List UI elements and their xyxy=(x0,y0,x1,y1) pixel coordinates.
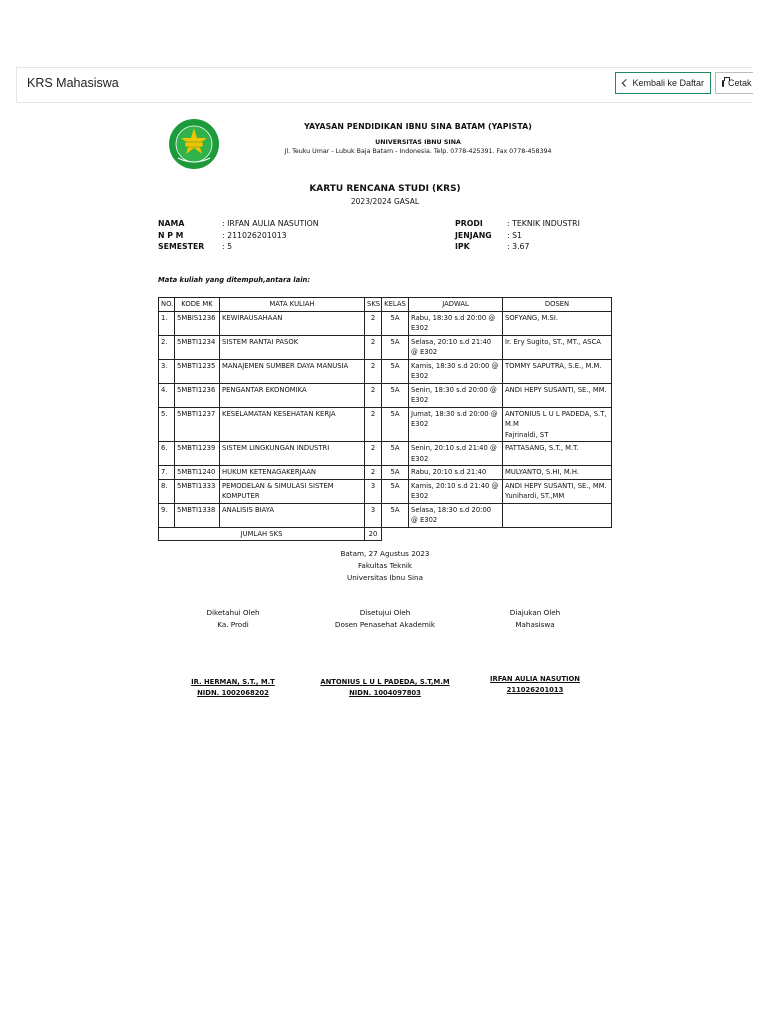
cell-mata-kuliah: KESELAMATAN KESEHATAN KERJA xyxy=(220,407,365,442)
col3-title: Diajukan Oleh xyxy=(509,608,561,617)
cell-no: 7. xyxy=(159,466,175,480)
total-sks-label: JUMLAH SKS xyxy=(159,527,365,541)
table-row xyxy=(159,407,612,442)
courses-note: Mata kuliah yang ditempuh,antara lain: xyxy=(158,276,311,284)
cell-sks: 3 xyxy=(365,479,382,503)
back-to-list-button[interactable] xyxy=(615,72,711,94)
cell-kelas: 5A xyxy=(382,311,409,335)
signoff-place-block xyxy=(285,548,485,584)
printer-icon xyxy=(722,80,724,87)
cell-mata-kuliah: SISTEM LINGKUNGAN INDUSTRI xyxy=(220,442,365,466)
cell-kode: 5MBTI1236 xyxy=(175,383,220,407)
cell-mata-kuliah: PENGANTAR EKONOMIKA xyxy=(220,383,365,407)
signoff-university: Universitas Ibnu Sina xyxy=(346,573,424,582)
jenjang-label: JENJANG xyxy=(455,230,492,240)
cell-kelas: 5A xyxy=(382,335,409,359)
university-name: UNIVERSITAS IBNU SINA xyxy=(375,139,461,146)
signature-col2 xyxy=(300,677,470,698)
prodi-value: : TEKNIK INDUSTRI xyxy=(507,219,580,228)
cell-kelas: 5A xyxy=(382,383,409,407)
prodi-label: PRODI xyxy=(455,219,483,228)
cell-sks: 2 xyxy=(365,335,382,359)
cell-jadwal: Rabu, 18:30 s.d 20:00 @ E302 xyxy=(409,311,503,335)
cell-dosen: ANDI HEPY SUSANTI, SE., MM. xyxy=(503,383,612,407)
cell-jadwal: Selasa, 18:30 s.d 20:00 @ E302 xyxy=(409,503,503,527)
col-header-kelas: KELAS xyxy=(382,298,409,312)
cell-dosen xyxy=(503,503,612,527)
cell-kelas: 5A xyxy=(382,359,409,383)
cell-dosen: MULYANTO, S.HI, M.H. xyxy=(503,466,612,480)
col2-name: ANTONIUS L U L PADEDA, S.T,M.M xyxy=(320,678,450,686)
cell-dosen: TOMMY SAPUTRA, S.E., M.M. xyxy=(503,359,612,383)
cell-mata-kuliah: ANALISIS BIAYA xyxy=(220,503,365,527)
document-title: KARTU RENCANA STUDI (KRS) xyxy=(309,184,461,194)
signature-col3 xyxy=(465,674,605,695)
foundation-name: YAYASAN PENDIDIKAN IBNU SINA BATAM (YAPISTA) xyxy=(304,122,532,131)
student-info-labels-right xyxy=(455,218,492,253)
col2-role: Dosen Penasehat Akademik xyxy=(334,620,436,629)
table-row xyxy=(159,311,612,335)
cell-dosen: PATTASANG, S.T., M.T. xyxy=(503,442,612,466)
cell-sks: 2 xyxy=(365,311,382,335)
cell-no: 9. xyxy=(159,503,175,527)
table-header-row xyxy=(159,298,612,312)
cell-kode: 5MBTI1239 xyxy=(175,442,220,466)
cell-kode: 5MBTI1235 xyxy=(175,359,220,383)
cell-jadwal: Kamis, 18:30 s.d 20:00 @ E302 xyxy=(409,359,503,383)
cell-sks: 3 xyxy=(365,503,382,527)
academic-period: 2023/2024 GASAL xyxy=(350,197,420,206)
nama-value: : IRFAN AULIA NASUTION xyxy=(222,219,319,228)
student-info-values-right xyxy=(507,218,580,253)
col3-name: IRFAN AULIA NASUTION xyxy=(490,675,580,683)
courses-table xyxy=(158,297,612,541)
signoff-col1 xyxy=(163,607,303,631)
col1-role: Ka. Prodi xyxy=(217,620,249,629)
col3-role: Mahasiswa xyxy=(515,620,555,629)
cell-dosen: SOFYANG, M.SI. xyxy=(503,311,612,335)
cell-kode: 5MBTI1234 xyxy=(175,335,220,359)
cell-kode: 5MBTI1240 xyxy=(175,466,220,480)
ipk-label: IPK xyxy=(455,242,470,251)
cell-dosen: ANTONIUS L U L PADEDA, S.T, M.M Fajrinaldi, ST xyxy=(503,407,612,442)
col2-title: Disetujui Oleh xyxy=(359,608,411,617)
print-label: Cetak xyxy=(728,78,752,88)
cell-no: 3. xyxy=(159,359,175,383)
cell-kelas: 5A xyxy=(382,479,409,503)
col-header-no: NO. xyxy=(159,298,175,312)
cell-jadwal: Rabu, 20:10 s.d 21:40 xyxy=(409,466,503,480)
faculty-name: Fakultas Teknik xyxy=(357,561,413,570)
total-row xyxy=(159,527,612,541)
cell-dosen: ANDI HEPY SUSANTI, SE., MM. Yunihardi, ST.,MM xyxy=(503,479,612,503)
university-address: Jl. Teuku Umar - Lubuk Baja Batam - Indonesia. Telp. 0778-425391. Fax 0778-458394 xyxy=(284,148,552,155)
table-row xyxy=(159,503,612,527)
ipk-value: : 3.67 xyxy=(507,242,530,251)
signoff-col2 xyxy=(300,607,470,631)
cell-mata-kuliah: KEWIRAUSAHAAN xyxy=(220,311,365,335)
cell-mata-kuliah: PEMODELAN & SIMULASI SISTEM KOMPUTER xyxy=(220,479,365,503)
cell-mata-kuliah: SISTEM RANTAI PASOK xyxy=(220,335,365,359)
col1-name: IR. HERMAN, S.T., M.T xyxy=(191,678,275,686)
cell-no: 4. xyxy=(159,383,175,407)
col-header-sks: SKS xyxy=(365,298,382,312)
cell-jadwal: Jumat, 18:30 s.d 20:00 @ E302 xyxy=(409,407,503,442)
chevron-left-icon xyxy=(622,79,630,87)
col3-id: 211026201013 xyxy=(506,685,564,694)
cell-sks: 2 xyxy=(365,383,382,407)
cell-no: 5. xyxy=(159,407,175,442)
student-info-values-left xyxy=(222,218,319,253)
cell-kode: 5MBTI1333 xyxy=(175,479,220,503)
university-logo xyxy=(168,118,220,170)
cell-kelas: 5A xyxy=(382,503,409,527)
cell-sks: 2 xyxy=(365,442,382,466)
signoff-col3 xyxy=(465,607,605,631)
print-button[interactable] xyxy=(715,72,753,94)
signature-col1 xyxy=(163,677,303,698)
col-header-dosen: DOSEN xyxy=(503,298,612,312)
cell-jadwal: Kamis, 20:10 s.d 21:40 @ E302 xyxy=(409,479,503,503)
cell-sks: 2 xyxy=(365,466,382,480)
table-row xyxy=(159,335,612,359)
cell-sks: 2 xyxy=(365,407,382,442)
cell-jadwal: Senin, 18:30 s.d 20:00 @ E302 xyxy=(409,383,503,407)
cell-no: 8. xyxy=(159,479,175,503)
col2-id: NIDN. 1004097803 xyxy=(349,688,421,697)
cell-kelas: 5A xyxy=(382,407,409,442)
col-header-mata-kuliah: MATA KULIAH xyxy=(220,298,365,312)
col1-title: Diketahui Oleh xyxy=(206,608,260,617)
student-info-labels-left xyxy=(158,218,204,253)
back-to-list-label: Kembali ke Daftar xyxy=(632,78,704,88)
cell-mata-kuliah: MANAJEMEN SUMBER DAYA MANUSIA xyxy=(220,359,365,383)
cell-kode: 5MBIS1236 xyxy=(175,311,220,335)
cell-no: 6. xyxy=(159,442,175,466)
table-row xyxy=(159,383,612,407)
cell-kelas: 5A xyxy=(382,466,409,480)
cell-jadwal: Senin, 20:10 s.d 21:40 @ E302 xyxy=(409,442,503,466)
table-row xyxy=(159,479,612,503)
cell-mata-kuliah: HUKUM KETENAGAKERJAAN xyxy=(220,466,365,480)
col-header-kode: KODE MK xyxy=(175,298,220,312)
place-date: Batam, 27 Agustus 2023 xyxy=(340,549,430,558)
semester-label: SEMESTER xyxy=(158,242,205,251)
table-row xyxy=(159,442,612,466)
semester-value: : 5 xyxy=(222,242,233,251)
cell-no: 1. xyxy=(159,311,175,335)
jenjang-value: : S1 xyxy=(507,230,523,240)
cell-jadwal: Selasa, 20:10 s.d 21:40 @ E302 xyxy=(409,335,503,359)
nama-label: NAMA xyxy=(158,219,185,228)
col1-id: NIDN. 1002068202 xyxy=(197,688,269,697)
cell-sks: 2 xyxy=(365,359,382,383)
npm-value: : 211026201013 xyxy=(222,230,287,240)
total-row-empty xyxy=(382,527,612,541)
cell-no: 2. xyxy=(159,335,175,359)
total-sks-value: 20 xyxy=(365,527,382,541)
npm-label: N P M xyxy=(158,230,184,240)
cell-kode: 5MBTI1338 xyxy=(175,503,220,527)
cell-kelas: 5A xyxy=(382,442,409,466)
table-row xyxy=(159,466,612,480)
page-header-bar xyxy=(16,67,752,103)
col-header-jadwal: JADWAL xyxy=(409,298,503,312)
cell-dosen: Ir. Ery Sugito, ST., MT., ASCA xyxy=(503,335,612,359)
cell-kode: 5MBTI1237 xyxy=(175,407,220,442)
table-row xyxy=(159,359,612,383)
page-title: KRS Mahasiswa xyxy=(27,76,119,90)
